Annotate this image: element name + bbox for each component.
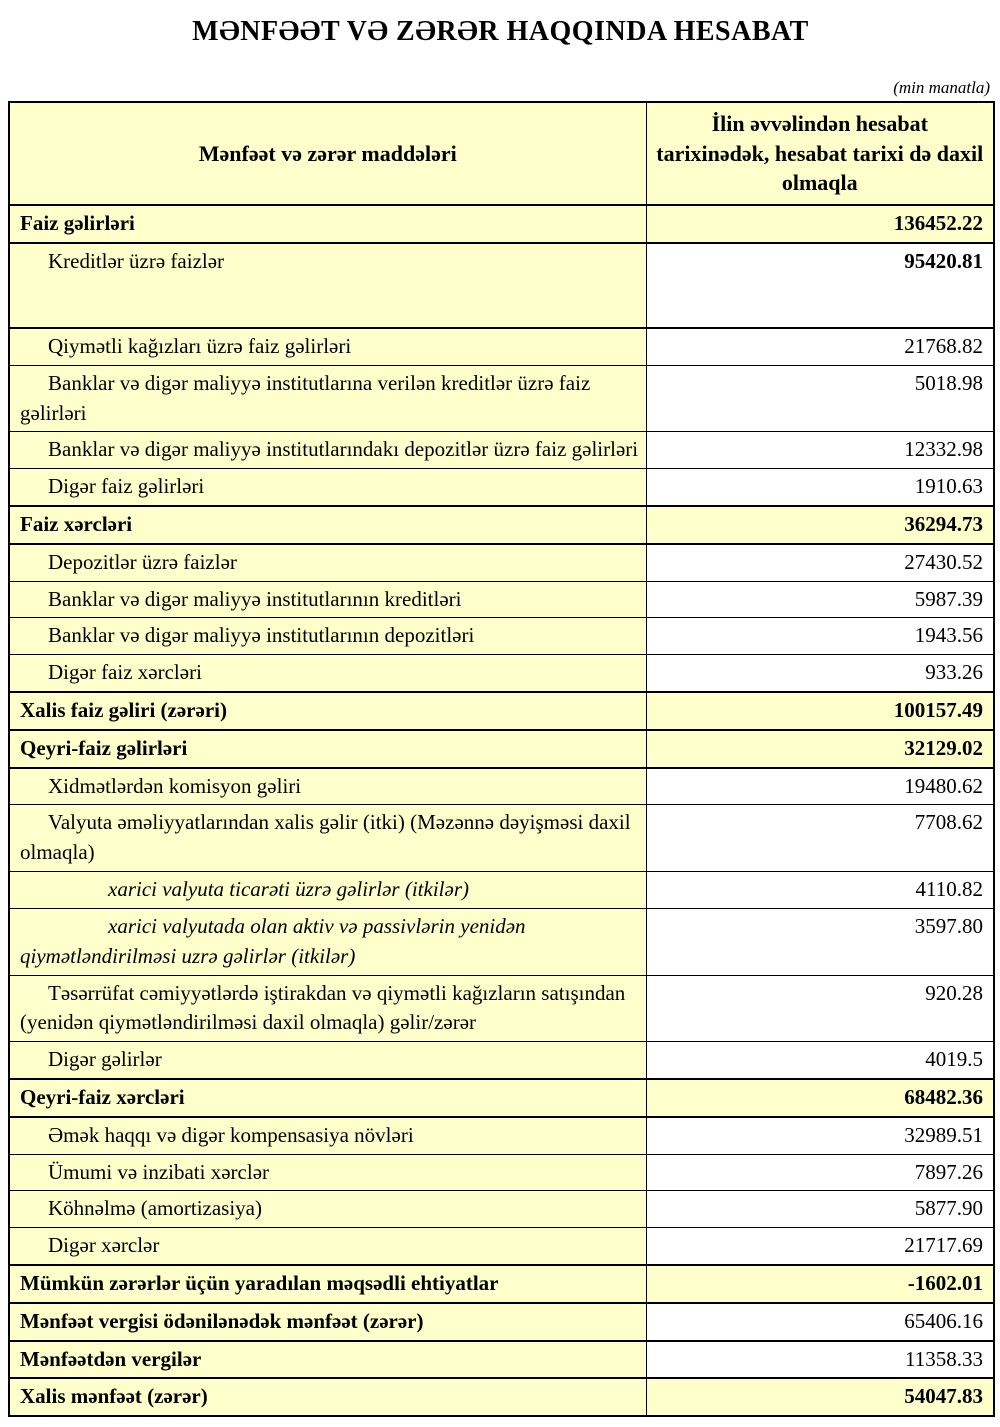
- item-label-cell: Qeyri-faiz xərcləri: [9, 1079, 646, 1117]
- table-row: [9, 908, 994, 975]
- value-cell: 7897.26: [646, 1154, 994, 1191]
- table-row: [9, 805, 994, 872]
- value-cell: 100157.49: [646, 692, 994, 730]
- value-cell: 54047.83: [646, 1378, 994, 1416]
- value-cell: 933.26: [646, 655, 994, 692]
- item-label-cell: Depozitlər üzrə faizlər: [9, 544, 646, 581]
- value-cell: 21717.69: [646, 1228, 994, 1265]
- value-cell: 5018.98: [646, 365, 994, 432]
- table-row: [9, 975, 994, 1042]
- table-row: [9, 365, 994, 432]
- item-label-cell: Ümumi və inzibati xərclər: [9, 1154, 646, 1191]
- profit-loss-table: [8, 101, 995, 1417]
- item-label-cell: Köhnəlmə (amortizasiya): [9, 1191, 646, 1228]
- item-label-cell: Qeyri-faiz gəlirləri: [9, 730, 646, 768]
- item-label-cell: xarici valyutada olan aktiv və passivlərin yenidən qiymətləndirilməsi uzrə gəlirlər (itkilər): [9, 908, 646, 975]
- item-label-cell: Banklar və digər maliyyə institutlarına verilən kreditlər üzrə faiz gəlirləri: [9, 365, 646, 432]
- value-cell: 5877.90: [646, 1191, 994, 1228]
- item-label-cell: Mümkün zərərlər üçün yaradılan məqsədli ehtiyatlar: [9, 1265, 646, 1303]
- value-cell: -1602.01: [646, 1265, 994, 1303]
- item-label-cell: Mənfəət vergisi ödənilənədək mənfəət (zərər): [9, 1303, 646, 1341]
- item-label-cell: Əmək haqqı və digər kompensasiya növləri: [9, 1117, 646, 1154]
- table-row: [9, 506, 994, 544]
- value-cell: 95420.81: [646, 243, 994, 328]
- value-cell: 11358.33: [646, 1341, 994, 1379]
- value-cell: 36294.73: [646, 506, 994, 544]
- table-row: [9, 768, 994, 805]
- unit-note: (min manatla): [893, 78, 990, 97]
- table-row: [9, 1154, 994, 1191]
- table-row: [9, 692, 994, 730]
- value-cell: 19480.62: [646, 768, 994, 805]
- value-cell: 4110.82: [646, 872, 994, 909]
- value-cell: 3597.80: [646, 908, 994, 975]
- value-cell: 920.28: [646, 975, 994, 1042]
- item-label-cell: Mənfəətdən vergilər: [9, 1341, 646, 1379]
- table-row: [9, 1378, 994, 1416]
- value-cell: 136452.22: [646, 205, 994, 243]
- item-label-cell: Faiz gəlirləri: [9, 205, 646, 243]
- value-cell: 4019.5: [646, 1042, 994, 1079]
- item-label-cell: Təsərrüfat cəmiyyətlərdə iştirakdan və qiymətli kağızların satışından (yenidən qiymətləndirilməsi daxil olmaqla) gəlir/zərər: [9, 975, 646, 1042]
- page-title: MƏNFƏƏT VƏ ZƏRƏR HAQQINDA HESABAT: [192, 16, 809, 47]
- table-row: [9, 655, 994, 692]
- item-label-cell: Banklar və digər maliyyə institutlarının kreditləri: [9, 581, 646, 618]
- value-cell: 1943.56: [646, 618, 994, 655]
- table-row: [9, 1191, 994, 1228]
- value-cell: 21768.82: [646, 328, 994, 365]
- value-cell: 7708.62: [646, 805, 994, 872]
- item-label-cell: Digər xərclər: [9, 1228, 646, 1265]
- values-column-header: İlin əvvəlindən hesabat tarixinədək, hesabat tarixi də daxil olmaqla: [646, 102, 994, 205]
- table-row: [9, 469, 994, 506]
- value-cell: 1910.63: [646, 469, 994, 506]
- value-cell: 27430.52: [646, 544, 994, 581]
- table-row: [9, 1303, 994, 1341]
- table-row: [9, 730, 994, 768]
- item-label-cell: Banklar və digər maliyyə institutlarının depozitləri: [9, 618, 646, 655]
- table-row: [9, 1042, 994, 1079]
- item-label-cell: Kreditlər üzrə faizlər: [9, 243, 646, 328]
- table-row: [9, 1117, 994, 1154]
- table-row: [9, 328, 994, 365]
- table-row: [9, 243, 994, 328]
- item-label-cell: Xalis faiz gəliri (zərəri): [9, 692, 646, 730]
- value-cell: 65406.16: [646, 1303, 994, 1341]
- item-label-cell: Xalis mənfəət (zərər): [9, 1378, 646, 1416]
- item-label-cell: Xidmətlərdən komisyon gəliri: [9, 768, 646, 805]
- table-row: [9, 872, 994, 909]
- table-row: [9, 432, 994, 469]
- table-row: [9, 205, 994, 243]
- item-label-cell: Valyuta əməliyyatlarından xalis gəlir (itki) (Məzənnə dəyişməsi daxil olmaqla): [9, 805, 646, 872]
- item-label-cell: Banklar və digər maliyyə institutlarındakı depozitlər üzrə faiz gəlirləri: [9, 432, 646, 469]
- value-cell: 32129.02: [646, 730, 994, 768]
- item-label-cell: xarici valyuta ticarəti üzrə gəlirlər (itkilər): [9, 872, 646, 909]
- item-label-cell: Qiymətli kağızları üzrə faiz gəlirləri: [9, 328, 646, 365]
- header-row: [9, 102, 994, 205]
- value-cell: 12332.98: [646, 432, 994, 469]
- value-cell: 68482.36: [646, 1079, 994, 1117]
- table-row: [9, 544, 994, 581]
- item-label-cell: Digər faiz xərcləri: [9, 655, 646, 692]
- item-label-cell: Digər faiz gəlirləri: [9, 469, 646, 506]
- items-column-header: Mənfəət və zərər maddələri: [9, 102, 646, 205]
- table-row: [9, 581, 994, 618]
- table-row: [9, 1265, 994, 1303]
- table-row: [9, 1341, 994, 1379]
- table-row: [9, 1228, 994, 1265]
- item-label-cell: Faiz xərcləri: [9, 506, 646, 544]
- table-row: [9, 1079, 994, 1117]
- item-label-cell: Digər gəlirlər: [9, 1042, 646, 1079]
- table-body: [9, 205, 994, 1416]
- table-row: [9, 618, 994, 655]
- value-cell: 5987.39: [646, 581, 994, 618]
- value-cell: 32989.51: [646, 1117, 994, 1154]
